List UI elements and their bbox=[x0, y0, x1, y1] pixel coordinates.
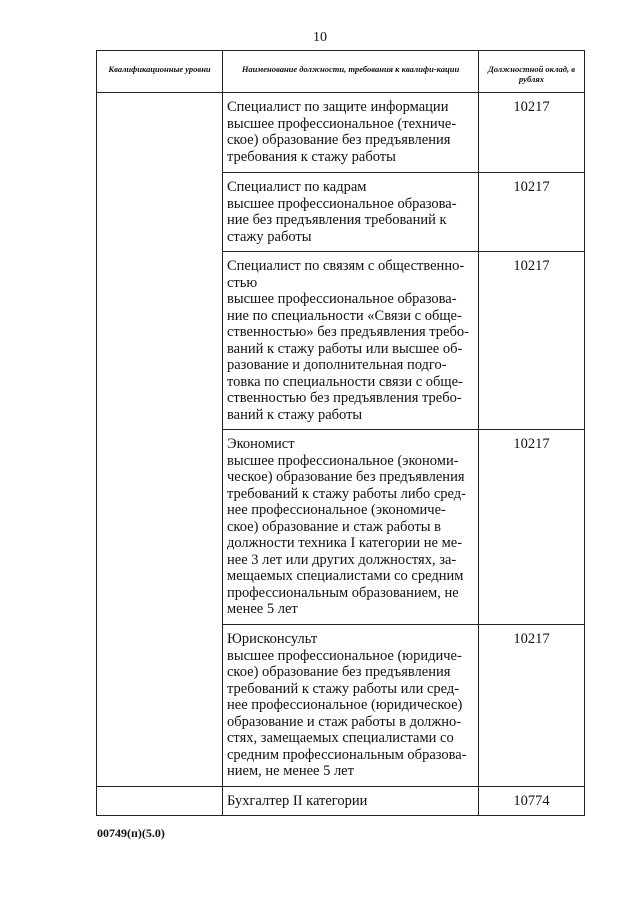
page-number: 10 bbox=[313, 30, 327, 45]
position-description: Специалист по защите информации высшее профессиональное (техниче- ское) образование без предъявления требования к стажу работы bbox=[223, 93, 479, 173]
table-row bbox=[97, 93, 585, 173]
table-row bbox=[97, 786, 585, 816]
qualification-level-cell bbox=[97, 93, 223, 787]
salary-value: 10774 bbox=[479, 786, 585, 816]
table-header-row bbox=[97, 51, 585, 93]
salary-value: 10217 bbox=[479, 173, 585, 252]
position-description: Специалист по связям с общественно- стью высшее профессиональное образова- ние по специальности «Связи с обще- ственностью» без предъявления требо- ваний к стажу работы или высшее об- разование и дополнительная подго- товка по специальности связи с обще- ственностью без предъявления требо- ваний к стажу работы bbox=[223, 252, 479, 430]
header-position-requirements: Наименование должности, требования к квалифи-кации bbox=[223, 51, 479, 93]
salary-value: 10217 bbox=[479, 625, 585, 787]
position-description: Юрисконсульт высшее профессиональное (юридиче- ское) образование без предъявления требований к стажу работы или сред- нее профессиональное (юридическое) образование и стаж работы в должно- стях, замещаемых специалистами со средним профессиональным образова- нием, не менее 5 лет bbox=[223, 625, 479, 787]
salary-value: 10217 bbox=[479, 93, 585, 173]
position-description: Экономист высшее профессиональное (экономи- ческое) образование без предъявления требований к стажу работы либо сред- нее профессиональное (экономиче- ское) образование и стаж работы в должности техника I категории не ме- нее 3 лет или других должностях, за- мещаемых специалистами со средним профессиональным образованием, не менее 5 лет bbox=[223, 430, 479, 625]
qualification-level-cell bbox=[97, 786, 223, 816]
salary-value: 10217 bbox=[479, 252, 585, 430]
header-qualification-levels: Квалификационные уровни bbox=[97, 51, 223, 93]
position-description: Специалист по кадрам высшее профессиональное образова- ние без предъявления требований к стажу работы bbox=[223, 173, 479, 252]
header-salary: Должностной оклад, в рублях bbox=[479, 51, 585, 93]
salary-value: 10217 bbox=[479, 430, 585, 625]
position-description: Бухгалтер II категории bbox=[223, 786, 479, 816]
document-code: 00749(п)(5.0) bbox=[97, 826, 165, 840]
salary-table bbox=[96, 50, 585, 816]
